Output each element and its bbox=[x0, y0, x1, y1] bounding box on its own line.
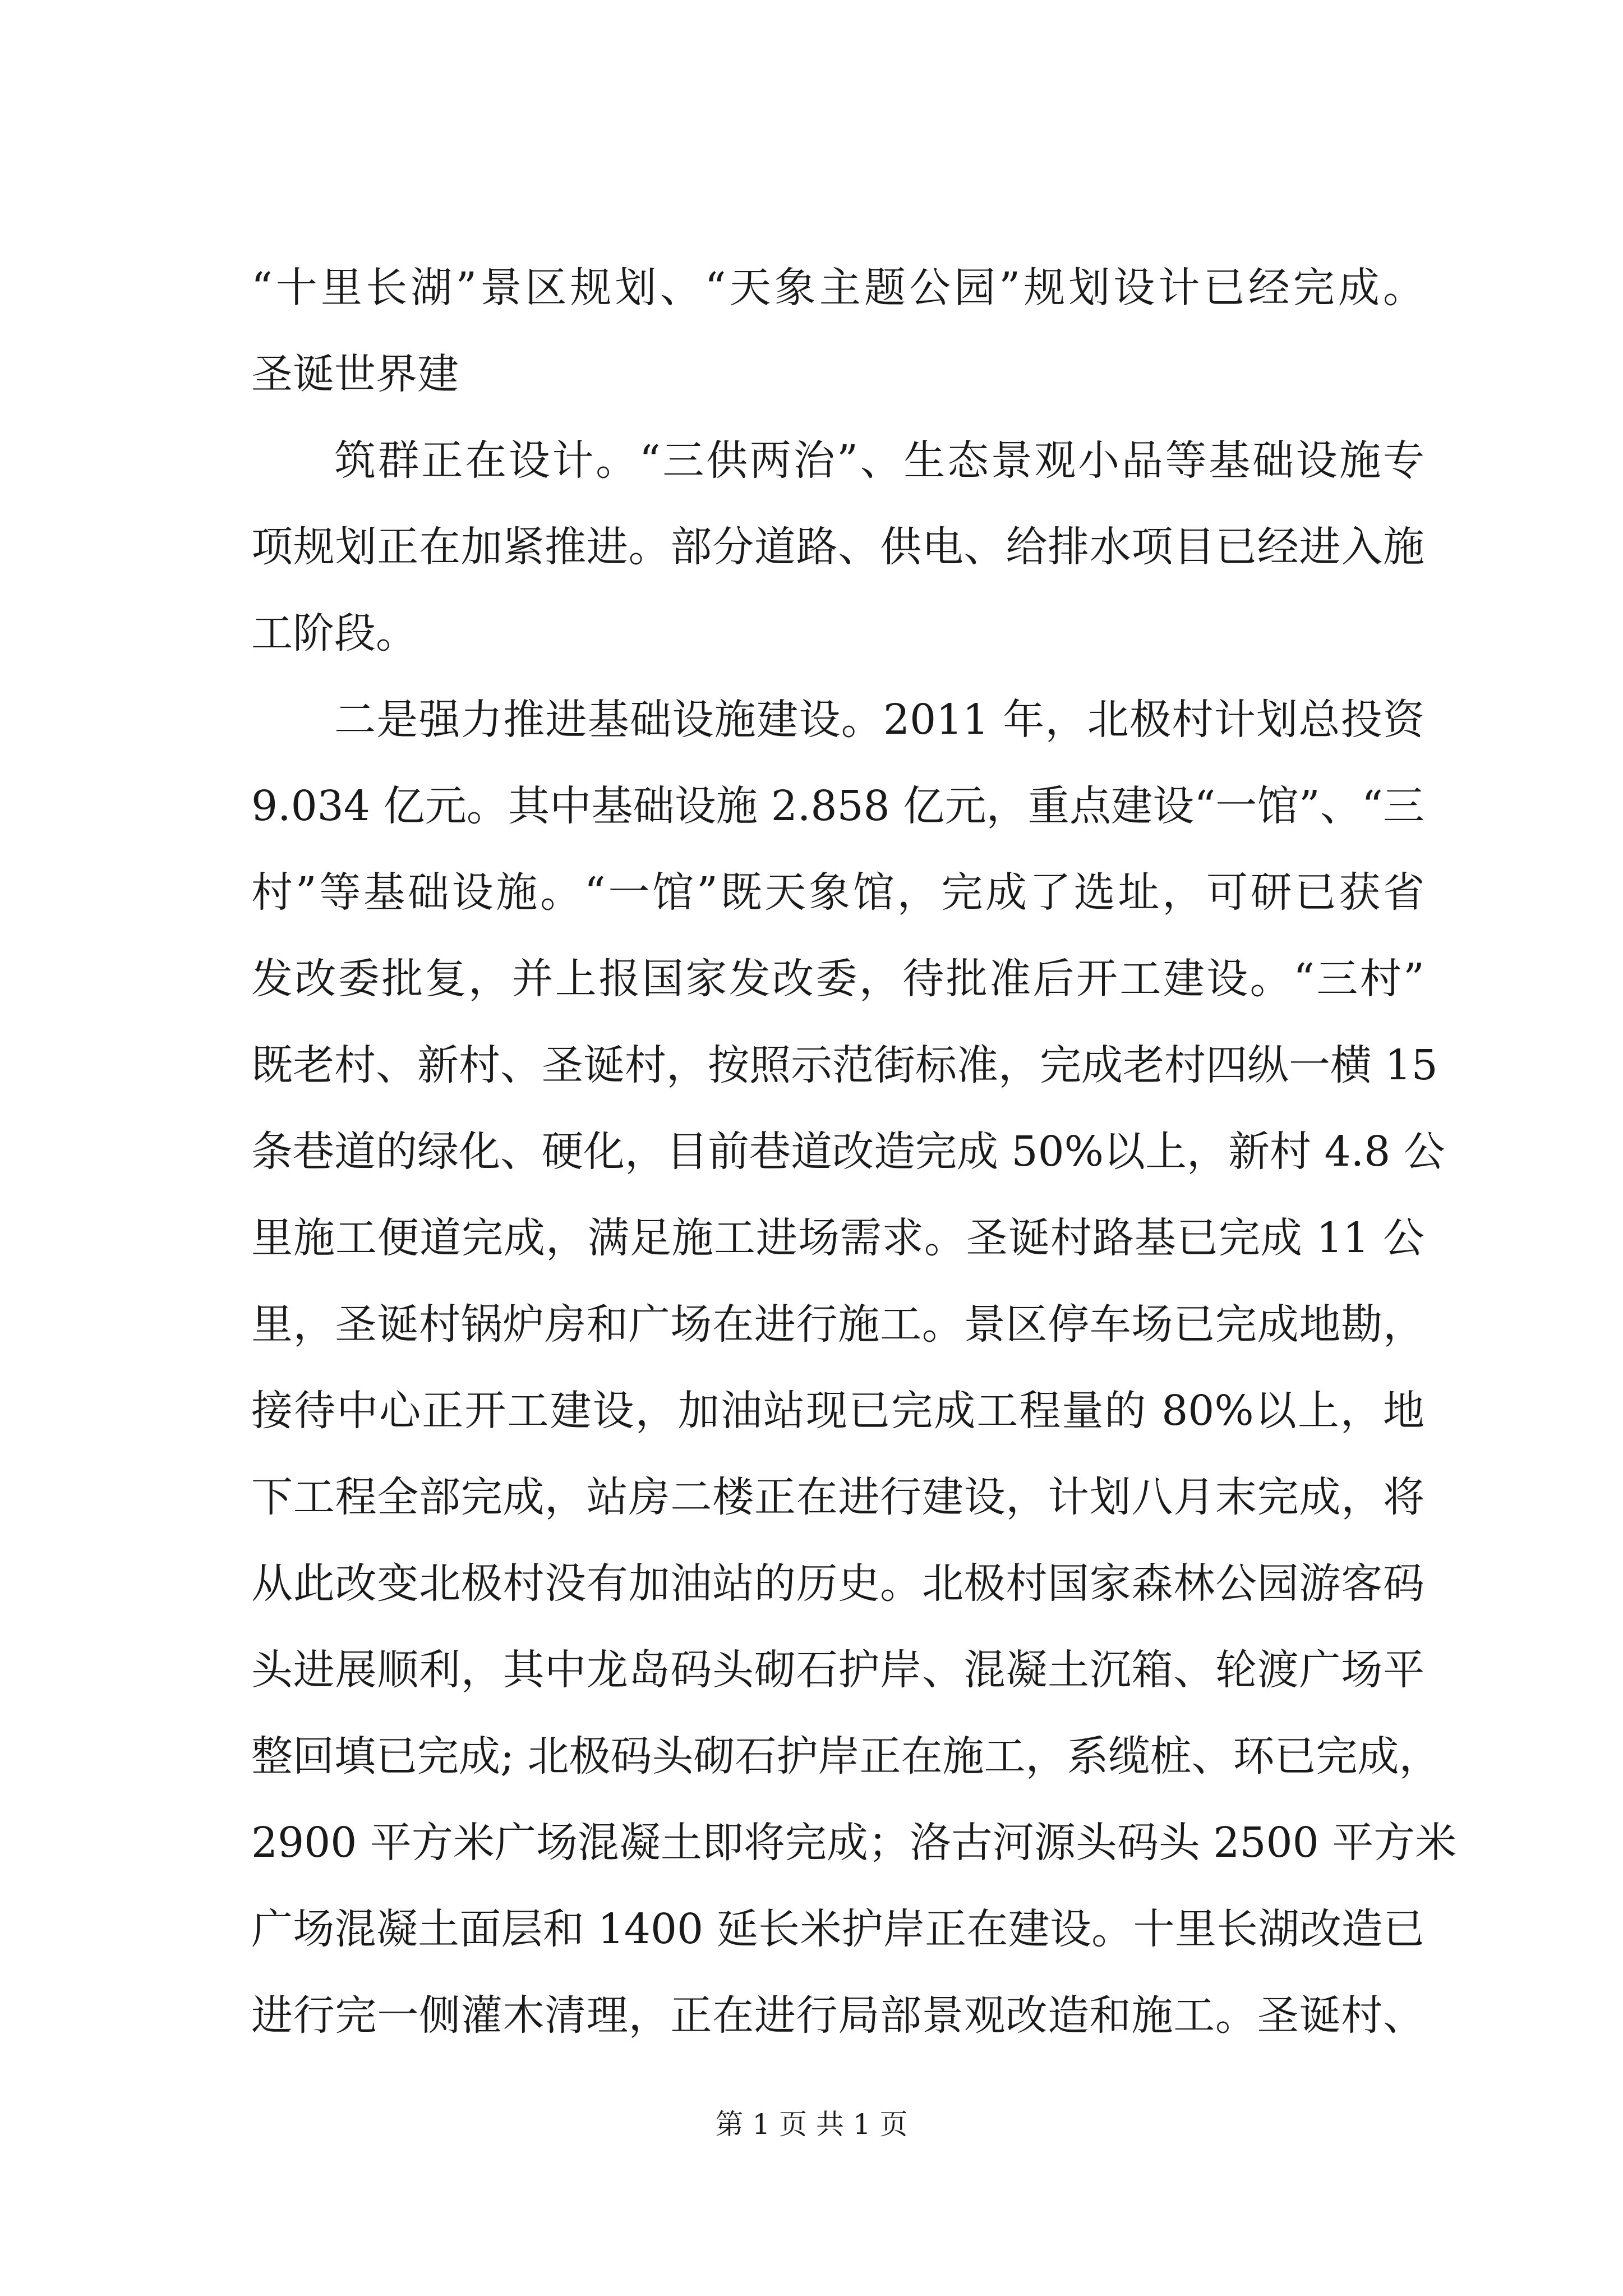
text-line: 圣诞世界建 bbox=[251, 350, 459, 398]
text-line: 项规划正在加紧推进。部分道路、供电、给排水项目已经进入施 bbox=[251, 523, 1424, 571]
text-line: 头进展顺利，其中龙岛码头砌石护岸、混凝土沉箱、轮渡广场平 bbox=[251, 1646, 1424, 1694]
text-line: 筑群正在设计。“三供两治”、生态景观小品等基础设施专 bbox=[334, 436, 1424, 485]
text-line: 整回填已完成; 北极码头砌石护岸正在施工，系缆桩、环已完成， bbox=[251, 1732, 1441, 1780]
text-line: 条巷道的绿化、硬化，目前巷道改造完成 50%以上，新村 4.8 公 bbox=[251, 1128, 1445, 1176]
text-line: 广场混凝土面层和 1400 延长米护岸正在建设。十里长湖改造已 bbox=[251, 1905, 1424, 1953]
text-line: 既老村、新村、圣诞村，按照示范街标准，完成老村四纵一横 15 bbox=[251, 1041, 1438, 1089]
page-number-footer: 第 1 页 共 1 页 bbox=[715, 2108, 908, 2141]
text-line: 9.034 亿元。其中基础设施 2.858 亿元，重点建设“一馆”、“三 bbox=[251, 782, 1424, 830]
text-line: 里，圣诞村锅炉房和广场在进行施工。景区停车场已完成地勘， bbox=[251, 1300, 1424, 1349]
text-line: 从此改变北极村没有加油站的历史。北极村国家森林公园游客码 bbox=[251, 1559, 1424, 1608]
text-line: 村”等基础设施。“一馆”既天象馆，完成了选址，可研已获省 bbox=[251, 868, 1424, 917]
text-line: 进行完一侧灌木清理，正在进行局部景观改造和施工。圣诞村、 bbox=[251, 1991, 1424, 2040]
text-line: 下工程全部完成，站房二楼正在进行建设，计划八月末完成，将 bbox=[251, 1473, 1424, 1521]
text-line: 发改委批复，并上报国家发改委，待批准后开工建设。“三村” bbox=[251, 955, 1424, 1003]
document-body bbox=[251, 245, 1457, 2059]
text-line: 工阶段。 bbox=[251, 609, 417, 657]
text-line: “十里长湖”景区规划、“天象主题公园”规划设计已经完成。 bbox=[251, 264, 1424, 312]
text-line: 2900 平方米广场混凝土即将完成；洛古河源头码头 2500 平方米 bbox=[251, 1819, 1457, 1867]
text-line: 二是强力推进基础设施建设。2011 年，北极村计划总投资 bbox=[334, 696, 1424, 744]
text-line: 里施工便道完成，满足施工进场需求。圣诞村路基已完成 11 公 bbox=[251, 1214, 1424, 1262]
text-line: 接待中心正开工建设，加油站现已完成工程量的 80%以上，地 bbox=[251, 1387, 1424, 1435]
